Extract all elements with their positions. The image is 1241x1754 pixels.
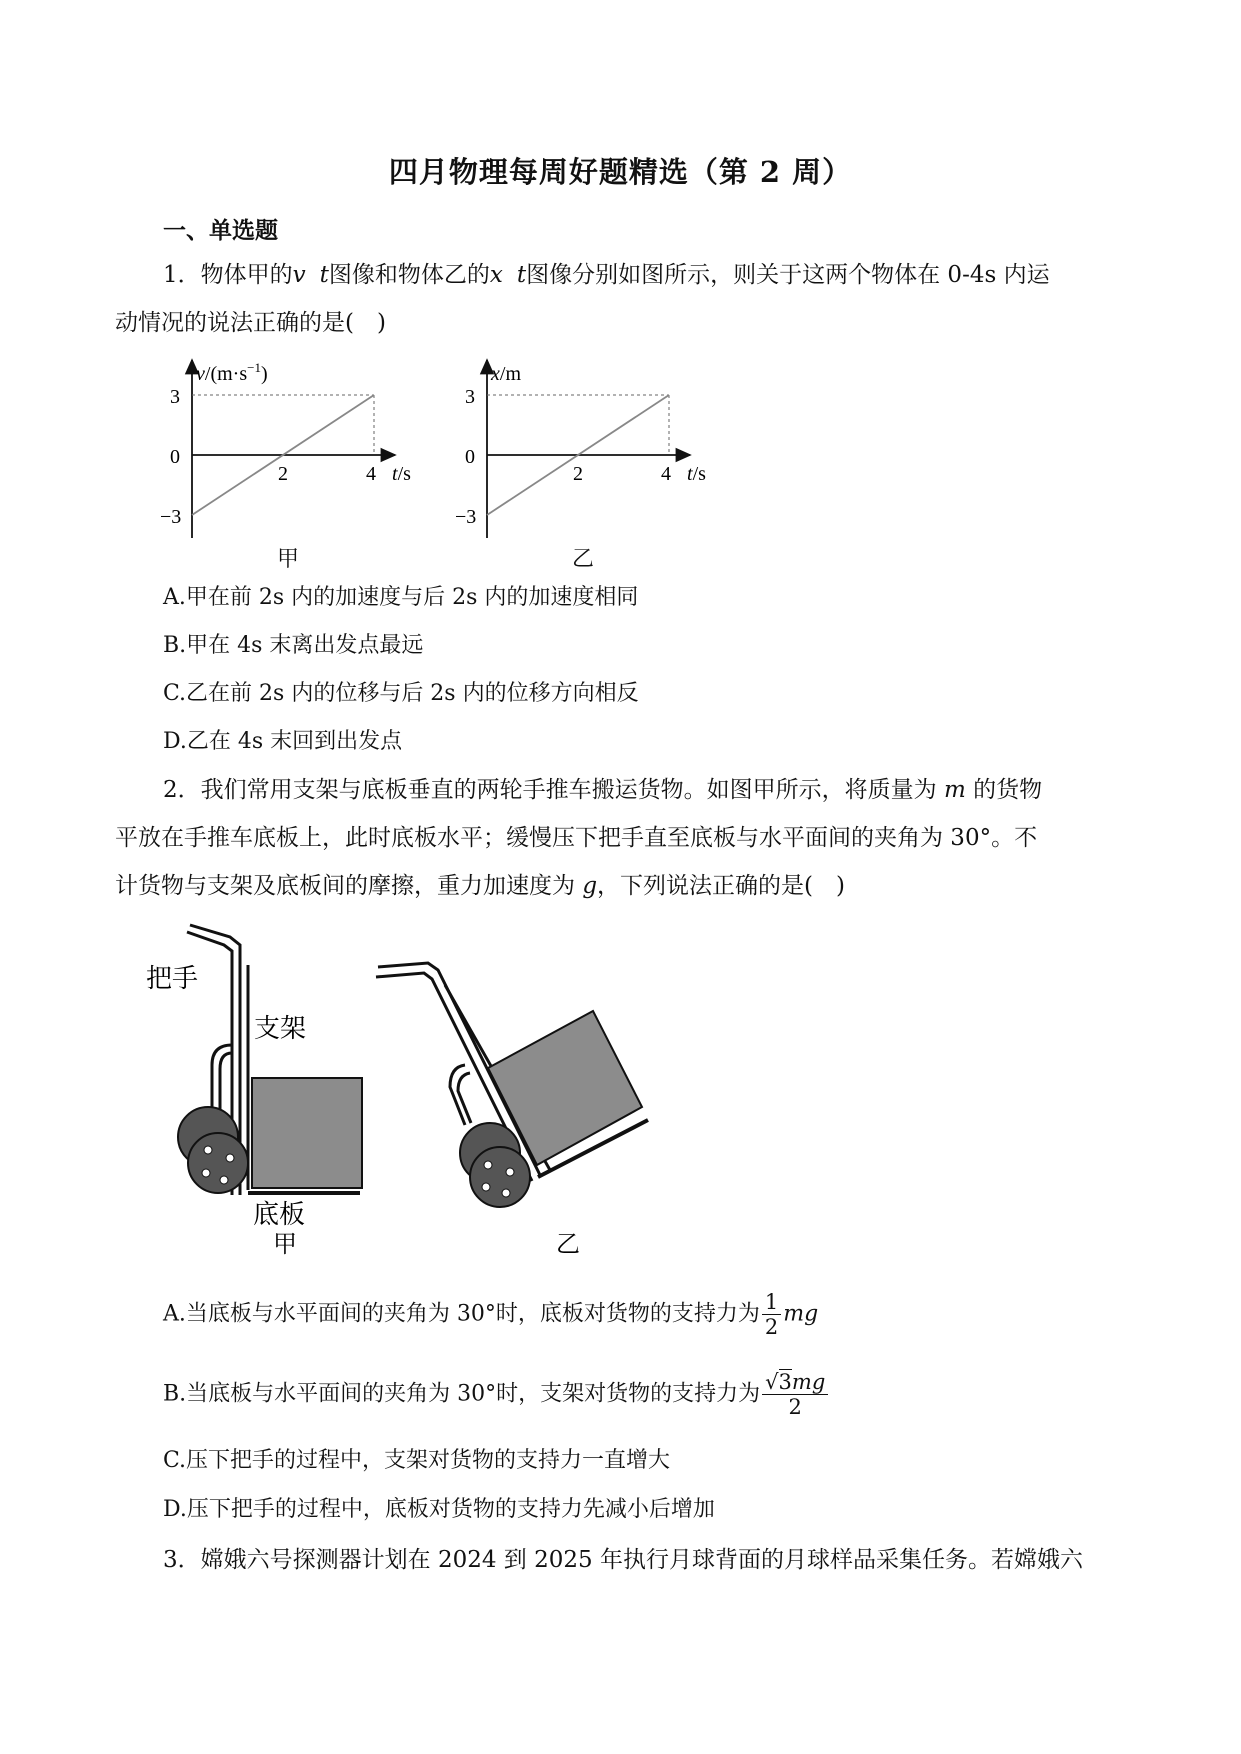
- xt-ytick-3: 3: [465, 386, 475, 408]
- q2-line-2: 平放在手推车底板上，此时底板水平；缓慢压下把手直至底板与水平面间的夹角为 30°。不: [115, 825, 1038, 851]
- q2-option-d[interactable]: D.压下把手的过程中，底板对货物的支持力先减小后增加: [163, 1497, 715, 1522]
- xt-xtick-2: 2: [573, 463, 583, 485]
- q2-line-3: 计货物与支架及底板间的摩擦，重力加速度为 g，下列说法正确的是( ): [115, 873, 845, 899]
- vt-xtick-4: 4: [366, 463, 376, 485]
- vt-ytick-0: 0: [170, 446, 180, 468]
- page-title: 四月物理每周好题精选（第 2 周）: [388, 155, 853, 189]
- q2-option-a[interactable]: A.当底板与水平面间的夹角为 30°时，底板对货物的支持力为 $\frac{1}{2}$ mg: [163, 1290, 819, 1339]
- q1-line-2: 动情况的说法正确的是( ): [115, 310, 386, 336]
- vt-xtick-2: 2: [278, 463, 288, 485]
- label-handle: 把手: [146, 964, 199, 994]
- vt-ytick-3: 3: [170, 386, 180, 408]
- section-heading: 一、单选题: [163, 217, 278, 244]
- q3-line-1: 3．嫦娥六号探测器计划在 2024 到 2025 年执行月球背面的月球样品采集任务。若嫦娥六: [163, 1547, 1083, 1573]
- q2-option-c[interactable]: C.压下把手的过程中，支架对货物的支持力一直增大: [163, 1448, 671, 1473]
- xt-xtick-4: 4: [661, 463, 671, 485]
- vt-ylabel: $v/(m\cdot s^{-1})$: [196, 360, 268, 385]
- q1-line-1: 1．物体甲的v t图像和物体乙的x t图像分别如图所示，则关于这两个物体在 0-4s 内运: [163, 262, 1050, 288]
- q1-option-b[interactable]: B.甲在 4s 末离出发点最远: [163, 633, 424, 658]
- truck-upright: [178, 925, 362, 1195]
- vt-graph: [160, 350, 420, 560]
- truck-tilted: [376, 963, 648, 1207]
- caption-left: 甲: [273, 1230, 297, 1258]
- xt-ylabel: x/m: [491, 363, 522, 385]
- vt-caption: 甲: [277, 547, 300, 572]
- xt-xlabel: t/s: [687, 463, 706, 485]
- caption-right: 乙: [556, 1230, 580, 1258]
- xt-graph: [455, 350, 715, 560]
- q1-option-d[interactable]: D.乙在 4s 末回到出发点: [163, 729, 403, 754]
- q1-option-a[interactable]: A.甲在前 2s 内的加速度与后 2s 内的加速度相同: [163, 585, 639, 610]
- vt-ytick-neg3: −3: [160, 506, 182, 528]
- label-base: 底板: [253, 1200, 306, 1230]
- label-bracket: 支架: [254, 1014, 307, 1044]
- xt-caption: 乙: [572, 547, 595, 572]
- vt-xlabel: t/s: [392, 463, 411, 485]
- hand-truck-figure: [146, 915, 680, 1258]
- fraction-sqrt3mg-over-2: $\frac{√3mg}{2}$: [762, 1370, 828, 1419]
- q2-option-b[interactable]: B.当底板与水平面间的夹角为 30°时，支架对货物的支持力为 $\frac{√3mg}{2}$: [163, 1370, 830, 1419]
- xt-ytick-0: 0: [465, 446, 475, 468]
- xt-ytick-neg3: −3: [455, 506, 477, 528]
- q2-line-1: 2．我们常用支架与底板垂直的两轮手推车搬运货物。如图甲所示，将质量为 m 的货物: [163, 777, 1043, 803]
- q1-option-c[interactable]: C.乙在前 2s 内的位移与后 2s 内的位移方向相反: [163, 681, 639, 706]
- fraction-half: $\frac{1}{2}$: [762, 1290, 781, 1339]
